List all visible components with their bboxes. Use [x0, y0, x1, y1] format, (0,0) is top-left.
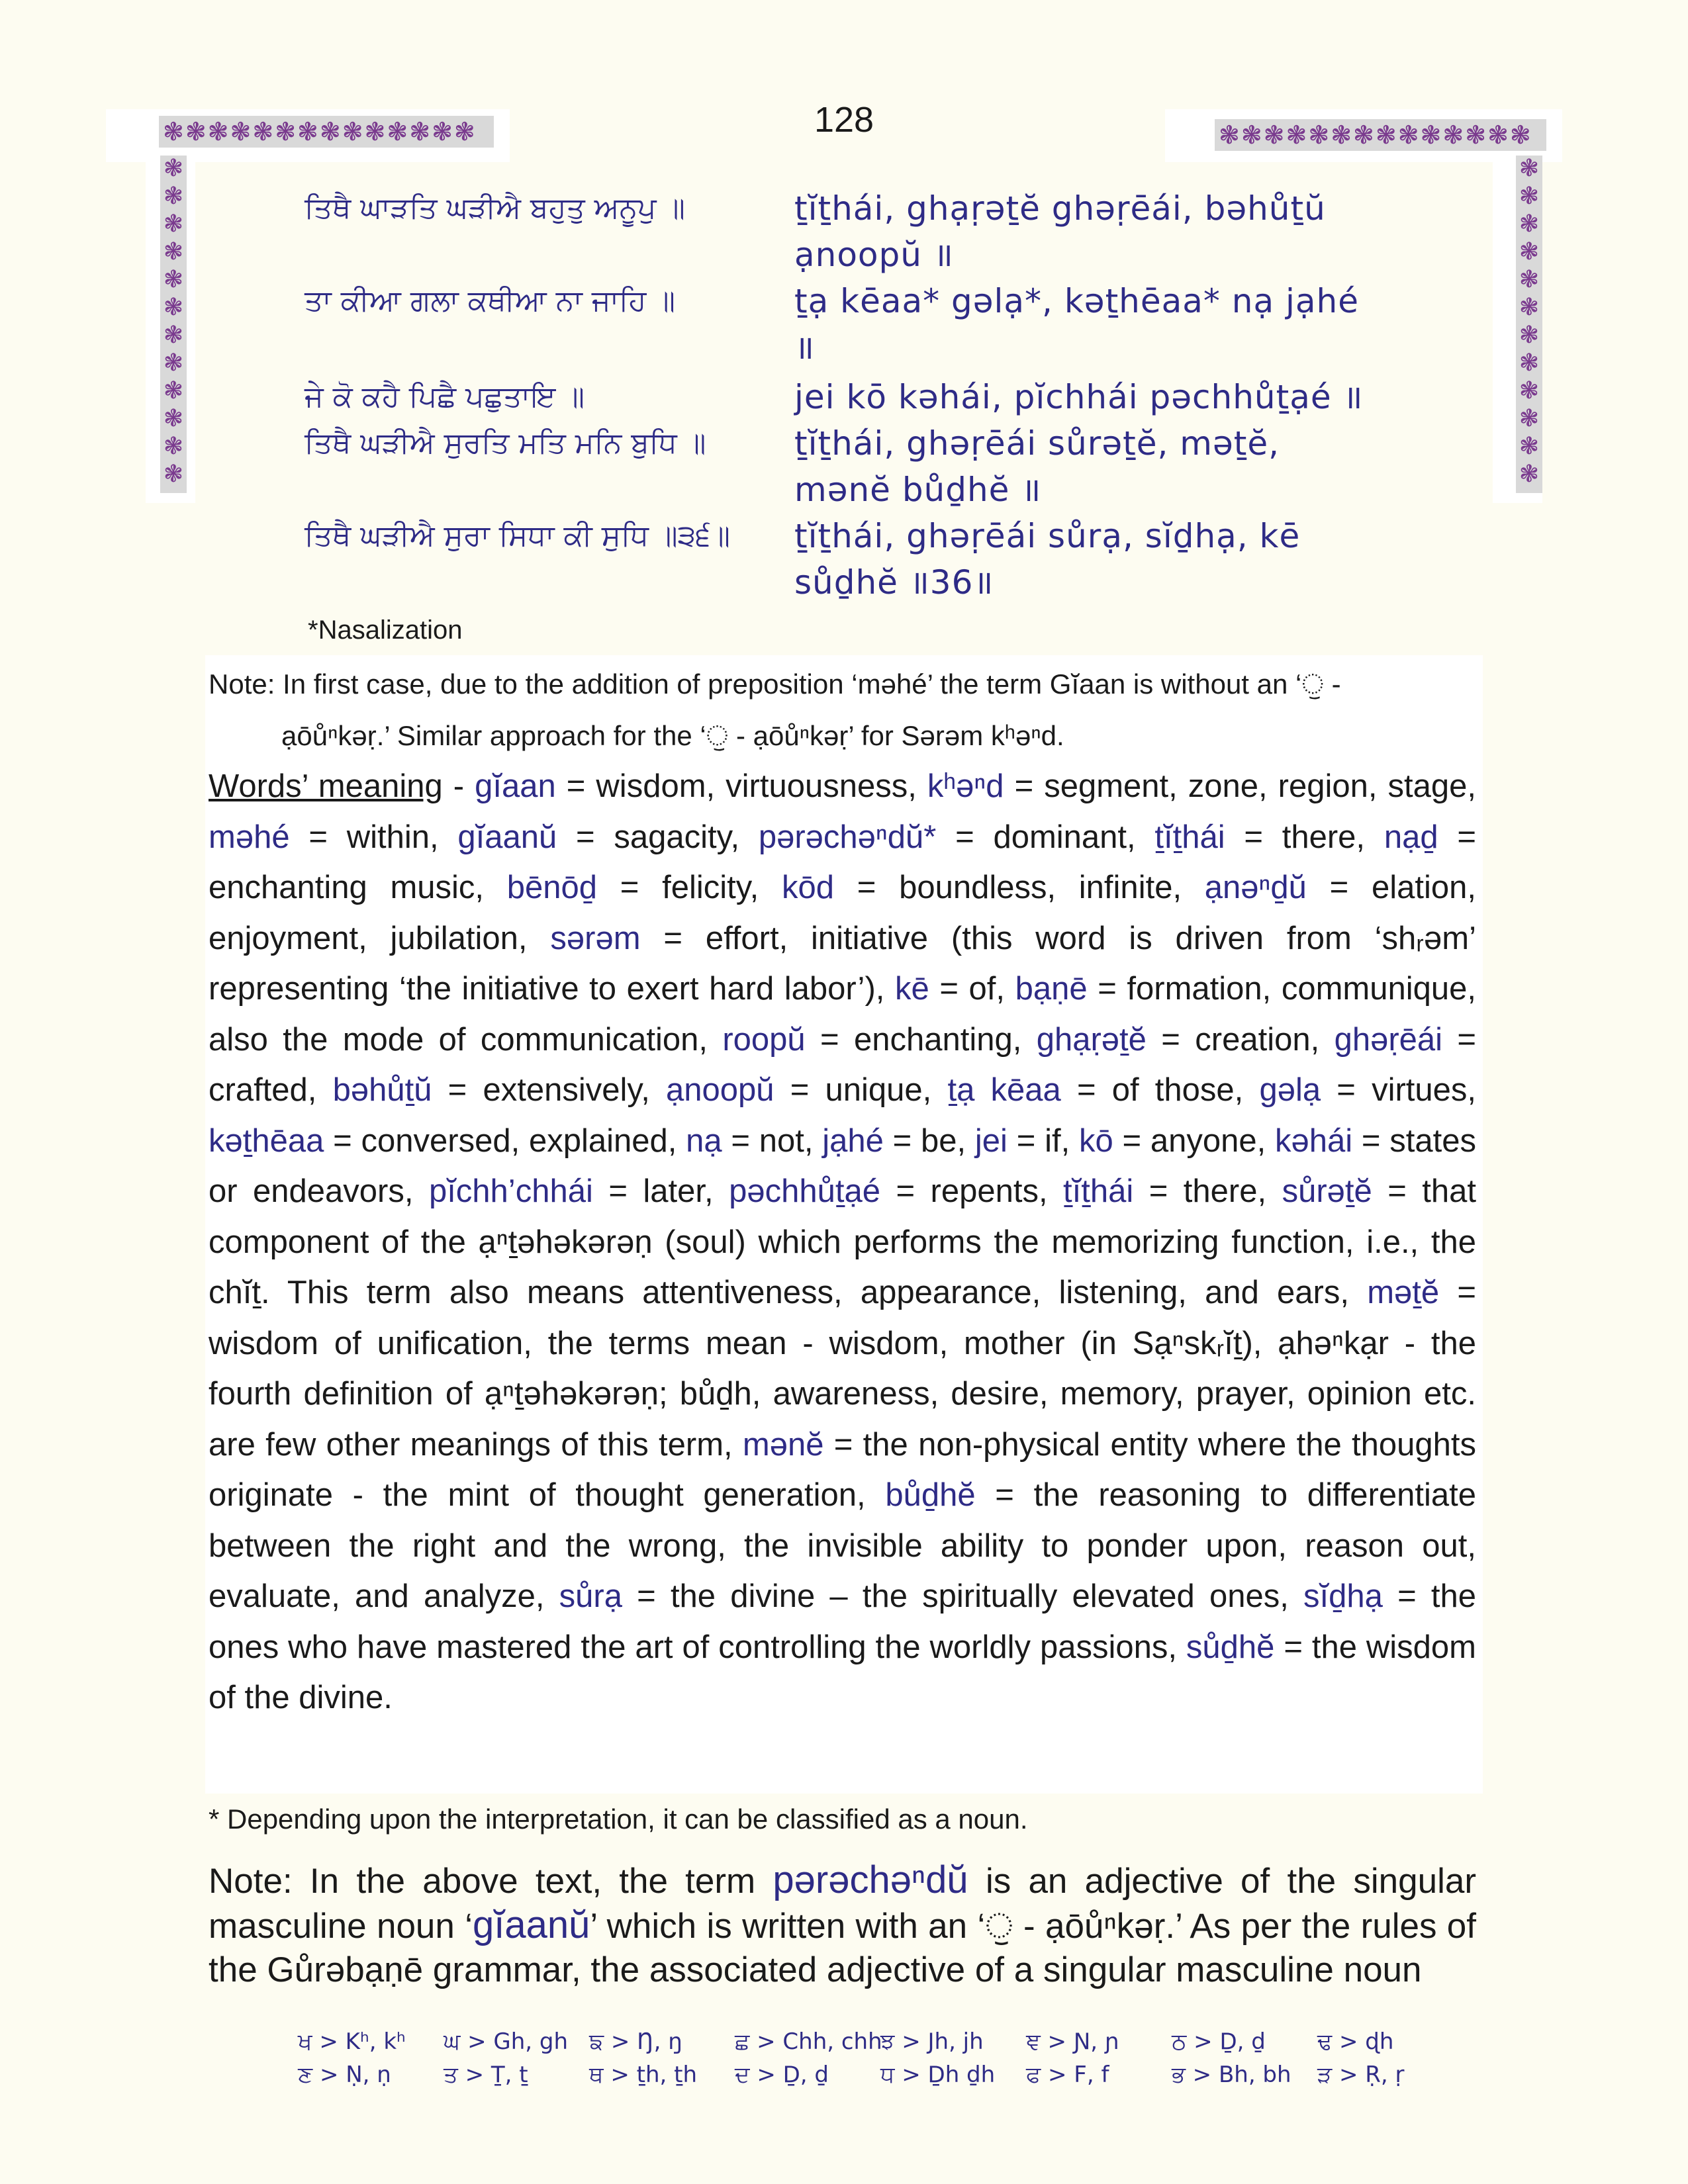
gloss-term: kəhái	[1275, 1122, 1353, 1159]
gloss-term: sĭḏhạ	[1303, 1578, 1383, 1614]
gloss-def: = formation, communique, also the mode of communication,	[209, 971, 1477, 1058]
page-number: 128	[814, 100, 874, 140]
note2-suffix: ’ which is written with an ‘ੁ - ạōůⁿkəṛ.’ As per the rules of the Gůrəbạṇē grammar, the associated adjective of a singular masculine noun	[209, 1907, 1477, 1989]
gloss-def: = within,	[308, 819, 439, 855]
gloss	[947, 1072, 1243, 1108]
gloss-def: = felicity,	[620, 870, 759, 905]
legend-item: ਙ > Ŋ, ŋ	[589, 2028, 682, 2055]
gloss-term: ghạṛəṯĕ	[1036, 1021, 1147, 1058]
gloss-def: = unique,	[790, 1072, 932, 1108]
gloss	[1154, 819, 1365, 855]
gloss-def: = that component of the ạⁿṯəhəkərəṇ (soul) which performs the memorizing function, i.e., the chĭṯ. This term also means attentiveness, appearance, listening, and ears,	[209, 1173, 1477, 1310]
gloss-term: pəchhůṯạé	[729, 1173, 880, 1209]
legend-item: ਝ > Jh, jh	[880, 2028, 984, 2055]
verse-gurmukhi: ਤਿਥੈ ਘਾੜਤਿ ਘੜੀਐ ਬਹੁਤੁ ਅਨੂਪੁ ॥	[305, 191, 685, 225]
note2-term-noun: gĭaanŭ	[473, 1903, 590, 1946]
words-meaning-heading: Words’ meaning	[209, 768, 443, 804]
verse-transliteration: ṯĭṯhái, ghəṛēái sůrəṯĕ, məṯĕ, mənĕ bůḏhĕ ॥	[794, 424, 1280, 509]
verse-gurmukhi: ਤਾ ਕੀਆ ਗਲਾ ਕਥੀਆ ਨਾ ਜਾਹਿ ॥	[305, 284, 675, 318]
gloss-term: sůrəṯĕ	[1282, 1173, 1372, 1209]
gloss-def: = repents,	[896, 1173, 1048, 1209]
gloss-term: gĭaan	[475, 768, 556, 804]
verse-gurmukhi: ਜੇ ਕੋ ਕਹੈ ਪਿਛੈ ਪਛੁਤਾਇ ॥	[305, 380, 585, 414]
note2-mid: is an adjective of the singular masculine noun ‘	[209, 1862, 1476, 1946]
heading-separator: -	[442, 768, 475, 804]
gloss-term: bəhůṯŭ	[332, 1072, 432, 1108]
legend-item: ਥ > ṯh, ṯh	[589, 2062, 698, 2088]
legend-item: ਧ > Ḏh ḏh	[880, 2062, 996, 2088]
nasalization-footnote: *Nasalization	[308, 615, 463, 645]
verse-row	[305, 185, 1364, 278]
gloss-def: = be,	[892, 1122, 966, 1159]
gloss-term: mənĕ	[742, 1426, 824, 1463]
gloss	[457, 819, 739, 855]
gloss-def: = virtues,	[1336, 1072, 1477, 1108]
gloss-term: kē	[894, 971, 929, 1007]
grammar-note-1	[209, 659, 1479, 762]
gloss-term: ṯạ kēaa	[947, 1072, 1061, 1108]
legend-item: ਦ > Ḏ, ḏ	[735, 2062, 829, 2088]
gloss-term: bạṇē	[1015, 971, 1088, 1007]
gloss-def: = boundless, infinite,	[857, 870, 1182, 905]
gloss-term: ṯĭṯhái	[1063, 1173, 1134, 1209]
verse-row	[305, 513, 1364, 606]
legend-item: ਖ > Kʰ, kʰ	[298, 2028, 406, 2055]
gloss-def: = the divine – the spiritually elevated ones,	[637, 1578, 1289, 1614]
gloss-term: ṯĭṯhái	[1154, 819, 1225, 855]
note2-term-adjective: pərəchəⁿdŭ	[773, 1858, 968, 1901]
gloss	[782, 870, 1182, 905]
gloss-def: = there,	[1149, 1173, 1267, 1209]
gloss-term: ghəṛēái	[1334, 1021, 1443, 1058]
gloss-def: = the wisdom of the divine.	[209, 1629, 1476, 1715]
note2-prefix: Note: In the above text, the term	[209, 1862, 756, 1901]
gloss-def: = creation,	[1161, 1021, 1320, 1058]
verse-transliteration: jei kō kəhái, pĭchhái pəchhůṯạé ॥	[794, 378, 1364, 416]
verse-transliteration: ṯĭṯhái, ghəṛēái sůrạ, sĭḏhạ, kē sůḏhĕ ॥36॥	[794, 517, 1301, 602]
gloss-def: = the non-physical entity where the thoughts originate - the mint of thought generation,	[209, 1426, 1476, 1513]
legend-item: ਘ > Gh, gh	[444, 2028, 569, 2055]
transliteration-legend	[298, 2028, 1489, 2095]
gloss-def: = extensively,	[447, 1072, 650, 1108]
gloss-def: = enchanting,	[820, 1021, 1022, 1058]
legend-item: ਫ > F, f	[1026, 2062, 1109, 2088]
verse-transliteration: ṯĭṯhái, ghạṛəṯĕ ghəṛēái, bəhůṯŭ ạnoopŭ ॥	[794, 189, 1326, 274]
gloss-term: roopŭ	[722, 1021, 806, 1058]
gloss-def: = of,	[939, 971, 1006, 1007]
gloss-term: nạ	[686, 1122, 722, 1159]
gloss-def: = elation, enjoyment, jubilation,	[209, 870, 1477, 956]
legend-item: ਛ > Chh, chh	[735, 2028, 882, 2055]
gloss-term: pərəchəⁿdŭ*	[758, 819, 937, 855]
verse-row	[305, 278, 1364, 374]
note1-line2: ạōůⁿkəṛ.’ Similar approach for the ‘ੁ - ạōůⁿkəṛ’ for Sərəm kʰəⁿd.	[281, 720, 1064, 751]
gloss	[475, 768, 917, 804]
gloss-term: sůḏhĕ	[1186, 1629, 1275, 1665]
gloss-term: gĭaanŭ	[457, 819, 557, 855]
gloss	[927, 768, 1476, 804]
gloss-term: ạnoopŭ	[666, 1072, 774, 1108]
legend-row	[298, 2028, 1489, 2062]
legend-item: ਤ > Ṯ, ṯ	[444, 2062, 528, 2088]
gloss-term: nạḏ	[1383, 819, 1438, 855]
gloss-def: = crafted,	[209, 1021, 1477, 1108]
gloss	[1079, 1123, 1266, 1159]
gloss-term: pĭchh’chhái	[428, 1173, 593, 1209]
legend-item: ਢ > ɖh	[1317, 2028, 1394, 2055]
gloss	[759, 819, 1136, 855]
gloss-term: ạnəⁿḏŭ	[1204, 870, 1307, 905]
gloss-term: məṯĕ	[1367, 1275, 1440, 1310]
noun-footnote: * Depending upon the interpretation, it can be classified as a noun.	[209, 1803, 1028, 1835]
gloss	[507, 870, 759, 905]
gloss-def: = conversed, explained,	[333, 1122, 677, 1159]
gloss-term: gəlạ	[1259, 1072, 1321, 1108]
gloss	[975, 1123, 1070, 1159]
gloss	[559, 1578, 1289, 1614]
legend-item: ਞ > Ɲ, ɲ	[1026, 2028, 1119, 2055]
gloss	[1037, 1022, 1319, 1058]
gloss-term: jei	[974, 1122, 1008, 1159]
gloss-term: bēnōḏ	[506, 870, 598, 905]
verse-transliteration: ṯạ kēaa* gəlạ*, kəṯhēaa* nạ jạhé ॥	[794, 282, 1359, 367]
gloss-def: = there,	[1244, 819, 1366, 855]
gloss-def: = later,	[608, 1173, 714, 1209]
border-left: ❃ ❃ ❃ ❃ ❃ ❃ ❃ ❃ ❃ ❃ ❃ ❃	[160, 156, 187, 493]
legend-item: ਣ > Ṇ, ṇ	[298, 2062, 391, 2088]
border-right: ❃ ❃ ❃ ❃ ❃ ❃ ❃ ❃ ❃ ❃ ❃ ❃	[1516, 156, 1542, 493]
gloss-term: bůḏhĕ	[885, 1477, 976, 1513]
gloss-term: kō	[1078, 1122, 1113, 1159]
gloss	[333, 1072, 650, 1108]
verse-row	[305, 420, 1364, 513]
gloss	[429, 1173, 714, 1209]
gloss	[686, 1123, 813, 1159]
gloss-def: = wisdom of unification, the terms mean - wisdom, mother (in Sạⁿskᵣĭṯ), ạhəⁿkạr - the fourth definition of ạⁿṯəhəkərəṇ; bůḏh, awareness, desire, memory, prayer, opinion etc. are few other meanings of this term,	[209, 1275, 1476, 1463]
gloss-def: = wisdom, virtuousness,	[566, 768, 917, 804]
verse-row	[305, 374, 1364, 420]
verse-table	[305, 185, 1364, 606]
gloss-term: kəṯhēaa	[209, 1122, 324, 1159]
gloss-def: = effort, initiative (this word is driven from ‘shᵣəm’ representing ‘the initiative to exert hard labor’),	[209, 920, 1476, 1007]
note1-line1: Note: In first case, due to the addition of preposition ‘məhé’ the term Gĭaan is without an ‘ੁ -	[209, 668, 1341, 700]
border-top-right: ❃❃❃❃❃❃❃❃❃❃❃❃❃❃	[1215, 119, 1546, 151]
legend-row	[298, 2062, 1489, 2095]
gloss-def: = not,	[731, 1122, 814, 1159]
gloss	[209, 819, 439, 855]
gloss	[209, 1123, 677, 1159]
gloss-term: məhé	[209, 819, 290, 855]
gloss-def: = of those,	[1076, 1072, 1244, 1108]
grammar-note-2	[209, 1858, 1476, 1992]
gloss	[729, 1173, 1047, 1209]
verse-gurmukhi: ਤਿਥੈ ਘੜੀਐ ਸੁਰਤਿ ਮਤਿ ਮਨਿ ਬੁਧਿ ॥	[305, 426, 706, 460]
gloss-term: kōd	[781, 870, 834, 905]
gloss-term: sůrạ	[559, 1578, 622, 1614]
gloss-term: sərəm	[550, 920, 641, 956]
gloss-term: kʰəⁿd	[927, 768, 1004, 804]
legend-item: ੜ > Ṛ, ṛ	[1317, 2062, 1405, 2088]
legend-item: ਭ > Bh, bh	[1172, 2062, 1291, 2088]
gloss-def: = dominant,	[955, 819, 1136, 855]
gloss	[1063, 1173, 1266, 1209]
gloss-def: = the reasoning to differentiate between the right and the wrong, the invisible ability to ponder upon, reason out, evaluate, and analyze,	[209, 1477, 1476, 1614]
gloss	[1259, 1072, 1476, 1108]
gloss	[666, 1072, 931, 1108]
verse-gurmukhi: ਤਿਥੈ ਘੜੀਐ ਸੁਰਾ ਸਿਧਾ ਕੀ ਸੁਧਿ ॥੩੬॥	[305, 519, 731, 553]
gloss	[895, 971, 1005, 1007]
gloss-def: = enchanting music,	[209, 819, 1476, 905]
border-top-left: ❃❃❃❃❃❃❃❃❃❃❃❃❃❃	[159, 116, 494, 148]
legend-item: ਠ > Ḏ, ḏ	[1172, 2028, 1266, 2055]
gloss-def: = anyone,	[1122, 1122, 1266, 1159]
gloss-def: = if,	[1016, 1122, 1070, 1159]
gloss-def: = states or endeavors,	[209, 1122, 1477, 1209]
words-meaning	[209, 761, 1476, 1723]
gloss-def: = segment, zone, region, stage,	[1014, 768, 1477, 804]
gloss	[722, 1022, 1021, 1058]
gloss	[822, 1123, 966, 1159]
gloss-term: jạhé	[822, 1122, 884, 1159]
gloss-def: = the ones who have mastered the art of controlling the worldly passions,	[209, 1578, 1476, 1665]
gloss-def: = sagacity,	[575, 819, 740, 855]
